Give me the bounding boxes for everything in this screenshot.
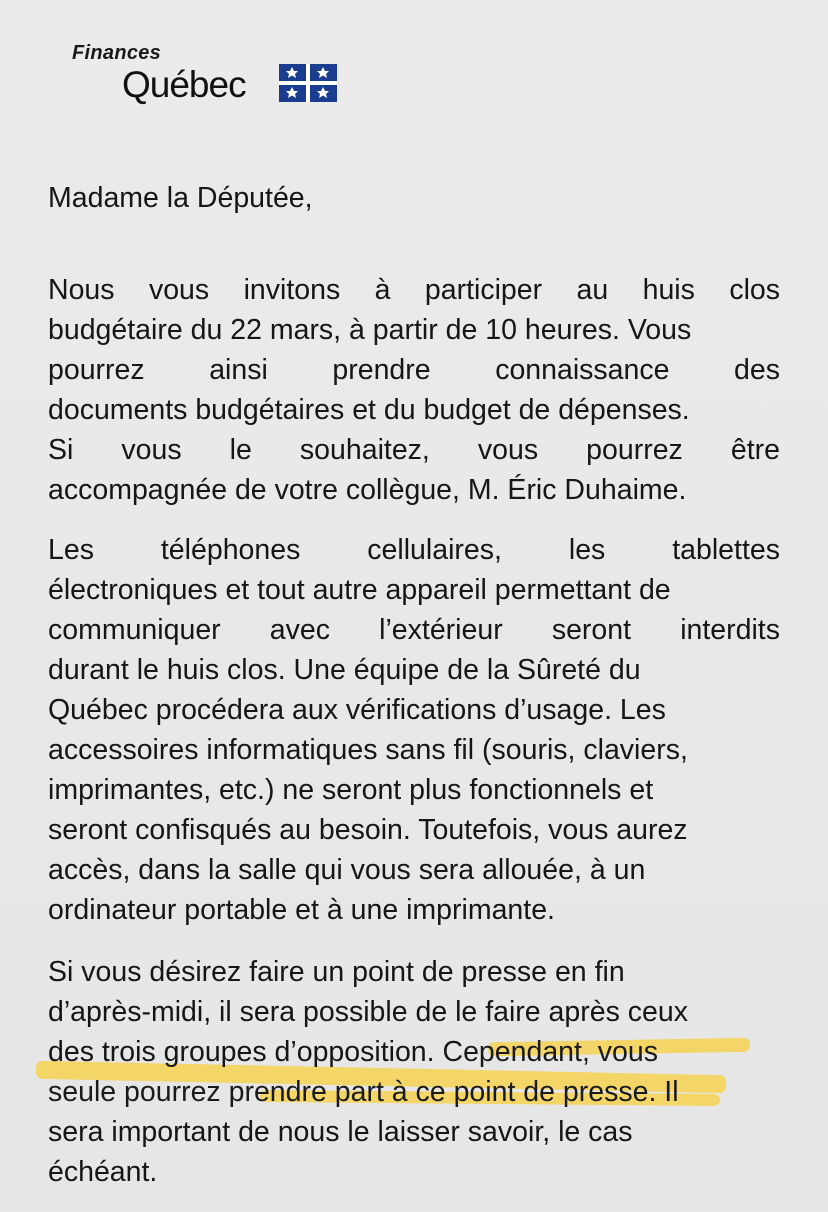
paragraph-line: accessoires informatiques sans fil (souris, claviers, <box>48 734 688 766</box>
paragraph-line: imprimantes, etc.) ne seront plus fonctionnels et <box>48 774 654 806</box>
word: Les <box>48 534 94 566</box>
letter-body <box>48 178 780 1212</box>
word: communiquer <box>48 614 221 646</box>
logo-org-top: Finances <box>72 42 162 64</box>
paragraph-restrictions <box>48 530 780 930</box>
paragraph-line: sera important de nous le laisser savoir, le cas <box>48 1116 633 1148</box>
paragraph-line: Si vous désirez faire un point de presse en fin <box>48 956 625 988</box>
word: téléphones <box>160 534 301 566</box>
word: ainsi <box>209 354 268 386</box>
paragraph-line: accès, dans la salle qui vous sera allouée, à un <box>48 854 646 886</box>
salutation: Madame la Députée, <box>48 182 313 214</box>
word: les <box>568 534 606 566</box>
word: seront <box>551 614 632 646</box>
word: être <box>730 434 780 466</box>
word: l’extérieur <box>379 614 503 646</box>
quebec-flag-icon <box>279 64 337 102</box>
word: des <box>734 354 780 386</box>
word: Nous <box>48 274 115 306</box>
word: tablettes <box>672 534 780 566</box>
paragraph-invitation <box>48 270 780 510</box>
word: le <box>229 434 252 466</box>
word: clos <box>729 274 780 306</box>
paragraph-line: documents budgétaires et du budget de dépenses. <box>48 394 690 426</box>
paragraph-line: budgétaire du 22 mars, à partir de 10 heures. Vous <box>48 314 692 346</box>
paragraph-press-point <box>48 952 780 1192</box>
word: huis <box>642 274 695 306</box>
word: cellulaires, <box>367 534 502 566</box>
paragraph-line: ordinateur portable et à une imprimante. <box>48 894 555 926</box>
word: connaissance <box>495 354 670 386</box>
word: pourrez <box>586 434 683 466</box>
paragraph-line <box>48 350 780 390</box>
line-plain-text: des trois groupes d’opposition. <box>48 1036 443 1068</box>
paragraph-line <box>48 530 780 570</box>
word: souhaitez, <box>299 434 430 466</box>
word: avec <box>269 614 330 646</box>
paragraph-line: accompagnée de votre collègue, M. Éric Duhaime. <box>48 474 687 506</box>
paragraph-line: seront confisqués au besoin. Toutefois, vous aurez <box>48 814 688 846</box>
paragraph-line <box>48 1032 780 1072</box>
paragraph-line: Québec procédera aux vérifications d’usage. Les <box>48 694 666 726</box>
word: vous <box>477 434 539 466</box>
word: invitons <box>243 274 341 306</box>
line-plain-text: Il <box>656 1076 679 1108</box>
paragraph-line <box>48 610 780 650</box>
word: au <box>576 274 609 306</box>
paragraph-line: d’après-midi, il sera possible de le faire après ceux <box>48 996 688 1028</box>
paragraph-line: échéant. <box>48 1156 158 1188</box>
paragraph-line: électroniques et tout autre appareil permettant de <box>48 574 671 606</box>
word: vous <box>121 434 182 466</box>
word: participer <box>424 274 543 306</box>
highlighted-text: Cependant, vous <box>442 1036 658 1068</box>
word: à <box>374 274 391 306</box>
paragraph-line: durant le huis clos. Une équipe de la Sûreté du <box>48 654 641 686</box>
highlighted-text: seule pourrez prendre part à ce point de presse. <box>48 1076 657 1108</box>
finances-quebec-logo <box>72 42 352 112</box>
word: Si <box>48 434 74 466</box>
word: prendre <box>332 354 431 386</box>
paragraph-line <box>48 1072 780 1112</box>
paragraph-line <box>48 430 780 470</box>
word: pourrez <box>48 354 145 386</box>
logo-org-main: Québec <box>122 64 246 105</box>
word: interdits <box>680 614 780 646</box>
paragraph-line <box>48 270 780 310</box>
word: vous <box>148 274 210 306</box>
